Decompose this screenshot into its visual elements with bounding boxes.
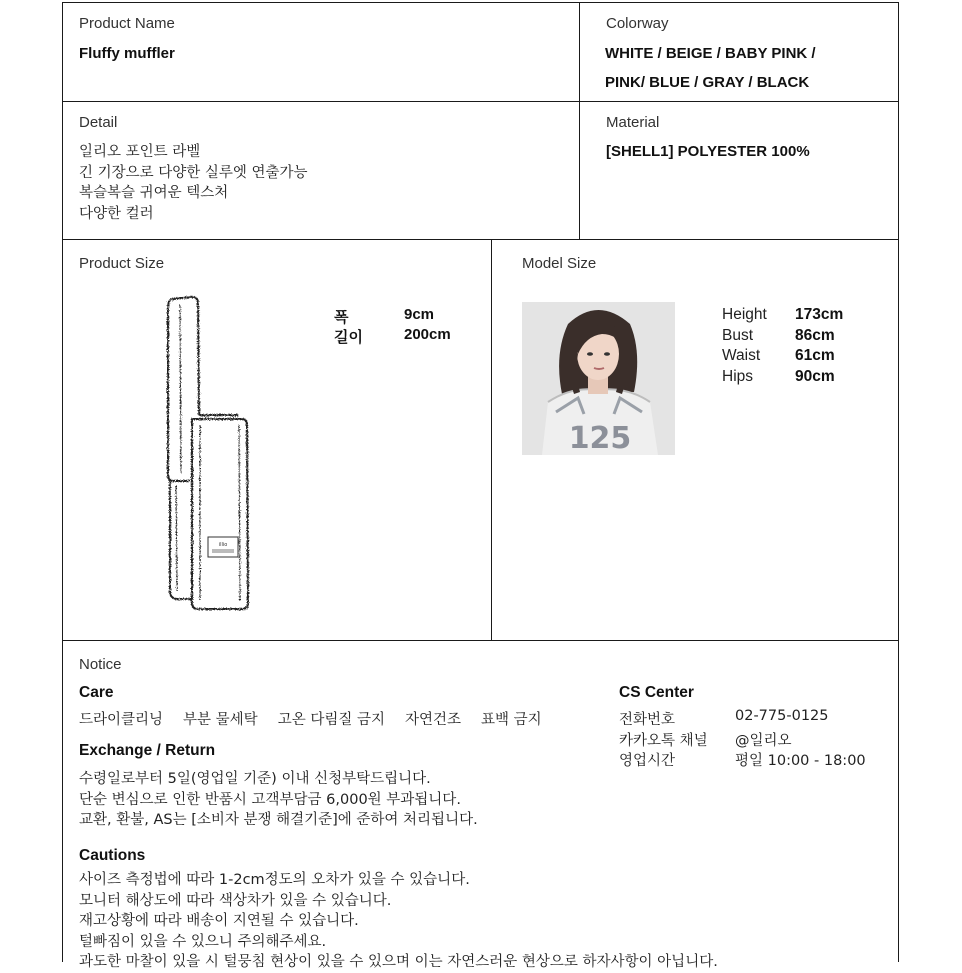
exchange-return-title: Exchange / Return xyxy=(79,742,216,759)
model-size-label-text: Model Size xyxy=(522,255,597,272)
table-border-left xyxy=(62,2,63,962)
notice-label: Notice xyxy=(79,656,122,673)
material-value: [SHELL1] POLYESTER 100% xyxy=(606,143,810,160)
colorway-label: Colorway xyxy=(606,15,669,32)
model-key: Height xyxy=(722,306,767,323)
model-size-label xyxy=(522,255,596,272)
size-value: 200cm xyxy=(404,326,451,343)
model-row-waist xyxy=(722,347,835,365)
table-divider-row1 xyxy=(62,101,899,102)
model-key: Hips xyxy=(722,367,754,385)
care-item: 고온 다림질 금지 xyxy=(277,712,385,728)
care-title: Care xyxy=(79,684,114,701)
cs-kakao-value: @일리오 xyxy=(735,732,792,749)
model-shirt-number: 125 xyxy=(568,421,632,455)
cs-phone-value: 02-775-0125 xyxy=(735,708,829,724)
model-value: 86cm xyxy=(795,326,835,344)
model-value: 90cm xyxy=(795,367,835,385)
table-divider-col-a xyxy=(579,2,580,239)
caution-line: 재고상황에 따라 배송이 지연될 수 있습니다. xyxy=(79,913,359,930)
cautions-title: Cautions xyxy=(79,847,146,864)
caution-line: 사이즈 측정법에 따라 1-2cm정도의 오차가 있을 수 있습니다. xyxy=(79,872,470,888)
exchange-line: 단순 변심으로 인한 반품시 고객부담금 6,000원 부과됩니다. xyxy=(79,791,461,808)
model-row-hips xyxy=(722,368,835,386)
table-border-top xyxy=(62,2,899,3)
cs-key: 카카오톡 채널 xyxy=(619,732,708,749)
cs-row-hours xyxy=(619,749,866,770)
model-value: 61cm xyxy=(795,347,835,365)
cs-row-phone xyxy=(619,708,829,729)
colorway-line-1: WHITE / BEIGE / BABY PINK / xyxy=(605,45,816,62)
exchange-line: 교환, 환불, AS는 [소비자 분쟁 해결기준]에 준하여 처리됩니다. xyxy=(79,812,478,829)
detail-line: 일리오 포인트 라벨 xyxy=(79,144,201,160)
cs-key: 전화번호 xyxy=(619,712,676,728)
model-photo xyxy=(522,302,675,455)
table-divider-row3 xyxy=(62,640,899,641)
caution-line: 모니터 해상도에 따라 색상차가 있을 수 있습니다. xyxy=(79,892,392,909)
model-row-height xyxy=(722,306,843,324)
detail-line: 복슬복슬 귀여운 텍스처 xyxy=(79,185,229,202)
detail-label: Detail xyxy=(79,114,118,131)
table-divider-row2 xyxy=(62,239,899,240)
cs-key: 영업시간 xyxy=(619,753,676,770)
care-item: 부분 물세탁 xyxy=(183,712,258,728)
muffler-illustration xyxy=(150,285,280,625)
care-items xyxy=(79,708,542,729)
size-value: 9cm xyxy=(404,306,435,323)
product-name-value: Fluffy muffler xyxy=(79,45,175,62)
product-size-label: Product Size xyxy=(79,255,165,272)
label-patch-icon xyxy=(208,537,238,557)
model-row-bust xyxy=(722,327,835,345)
model-key: Bust xyxy=(722,326,754,344)
size-row-width xyxy=(334,306,474,327)
care-item: 표백 금지 xyxy=(481,712,542,728)
table-divider-col-b xyxy=(491,239,492,640)
colorway-line-2: PINK/ BLUE / GRAY / BLACK xyxy=(605,74,810,91)
detail-line: 다양한 컬러 xyxy=(79,205,154,222)
detail-line: 긴 기장으로 다양한 실루엣 연출가능 xyxy=(79,164,308,181)
caution-line: 털빠짐이 있을 수 있으니 주의해주세요. xyxy=(79,933,327,950)
cs-row-kakao xyxy=(619,729,792,750)
label-patch-text: illio xyxy=(218,542,228,548)
exchange-line: 수령일로부터 5일(영업일 기준) 이내 신청부탁드립니다. xyxy=(79,771,431,787)
cs-hours-value: 평일 10:00 - 18:00 xyxy=(735,753,866,770)
caution-line: 과도한 마찰이 있을 시 털뭉침 현상이 있을 수 있으며 이는 자연스러운 현상으로 하자사항이 아닙니다. xyxy=(79,954,718,971)
material-label: Material xyxy=(606,114,660,131)
size-row-length xyxy=(334,326,474,347)
care-item: 자연건조 xyxy=(404,712,462,728)
model-key: Waist xyxy=(722,347,761,365)
model-value: 173cm xyxy=(795,306,844,323)
table-border-right xyxy=(898,2,899,962)
product-name-label: Product Name xyxy=(79,15,175,32)
size-key: 길이 xyxy=(334,329,363,346)
care-item: 드라이클리닝 xyxy=(79,712,164,728)
cs-center-title: CS Center xyxy=(619,684,694,701)
size-key: 폭 xyxy=(334,309,349,326)
